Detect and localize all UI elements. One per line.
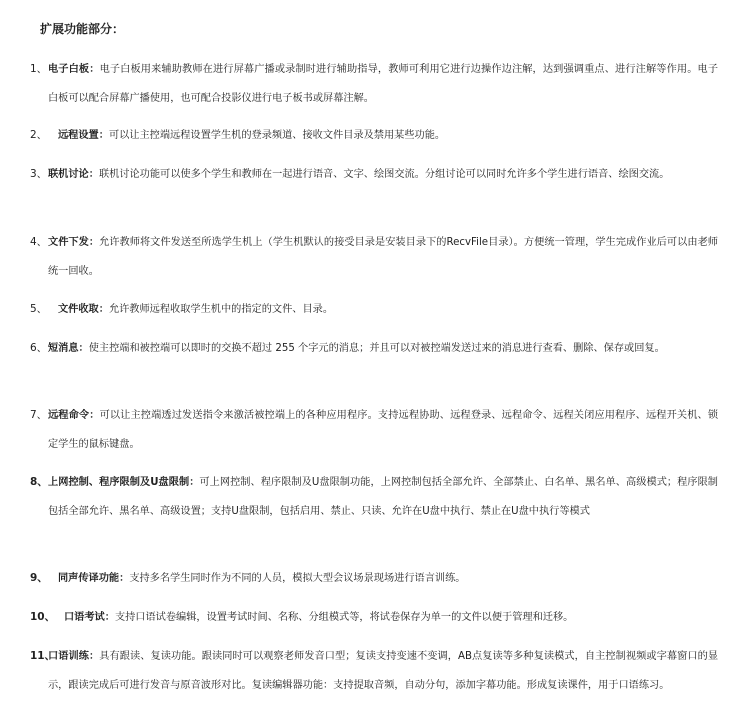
item-text: [48, 160, 718, 189]
item-description: 允许教师远程收取学生机中的指定的文件、目录。: [108, 304, 334, 315]
item-number: 2、: [30, 129, 48, 141]
item-term: 文件收取：: [58, 304, 109, 315]
item-number: 8、: [30, 476, 48, 488]
item-description: 联机讨论功能可以使多个学生和教师在一起进行语音、文字、绘图交流。分组讨论可以同时允许多个学生进行语音、绘图交流。: [98, 169, 670, 180]
item-term: 同声传译功能：: [58, 573, 130, 584]
item-description: 允许教师将文件发送至所选学生机上（学生机默认的接受目录是安装目录下的RecvFile目录）。方便统一管理，学生完成作业后可以由老师统一回收。: [48, 237, 718, 277]
item-description: 支持口语试卷编辑，设置考试时间、名称、分组模式等，将试卷保存为单一的文件以便于管理和迁移。: [114, 612, 574, 623]
item-term: 远程设置：: [58, 130, 109, 141]
item-term: 口语训练：: [48, 651, 100, 662]
item-description: 可上网控制、程序限制及U盘限制功能，上网控制包括全部允许、全部禁止、白名单、黑名单、高级模式；程序限制包括全部允许、黑名单、高级设置；支持U盘限制，包括启用、禁止、只读、允许在U盘中执行、禁止在U盘中执行等模式: [48, 477, 718, 517]
item-description: 可以让主控端远程设置学生机的登录频道、接收文件目录及禁用某些功能。: [108, 130, 446, 141]
item-term: 远程命令：: [48, 410, 100, 421]
item-number: 11、: [30, 650, 56, 662]
item-description: 使主控端和被控端可以即时的交换不超过 255 个字元的消息；并且可以对被控端发送过来的消息进行查看、删除、保存或回复。: [88, 343, 665, 354]
item-number: 7、: [30, 409, 48, 421]
item-term: 上网控制、程序限制及U盘限制：: [48, 477, 200, 488]
item-text: [48, 401, 718, 459]
item-text: [64, 603, 718, 632]
item-number: 1、: [30, 63, 48, 75]
item-text: [48, 228, 718, 286]
item-number: 3、: [30, 168, 48, 180]
item-term: 联机讨论：: [48, 169, 99, 180]
item-number: 5、: [30, 303, 48, 315]
item-description: 具有跟读、复读功能。跟读同时可以观察老师发音口型；复读支持变速不变调，AB点复读等多种复读模式，自主控制视频或字幕窗口的显示，跟读完成后可进行发音与原音波形对比。复读编辑器功能：支持提取音频，自动分句，添加字幕功能。形成复读课件，用于口语练习。: [48, 651, 719, 691]
item-number: 4、: [30, 236, 48, 248]
item-text: [48, 642, 718, 700]
item-text: [48, 55, 718, 113]
item-term: 文件下发：: [48, 237, 100, 248]
item-term: 短消息：: [48, 343, 89, 354]
section-title: 扩展功能部分：: [40, 22, 125, 36]
item-text: [58, 121, 718, 150]
item-number: 6、: [30, 342, 48, 354]
item-description: 电子白板用来辅助教师在进行屏幕广播或录制时进行辅助指导，教师可利用它进行边操作边注解，达到强调重点、进行注解等作用。电子白板可以配合屏幕广播使用，也可配合投影仪进行电子板书或屏幕注解。: [48, 64, 719, 104]
item-number: 10、: [30, 611, 56, 623]
item-text: [48, 468, 718, 526]
item-term: 口语考试：: [64, 612, 115, 623]
item-number: 9、: [30, 572, 48, 584]
item-description: 支持多名学生同时作为不同的人员，模拟大型会议场景现场进行语言训练。: [129, 573, 466, 584]
item-text: [58, 295, 718, 324]
item-description: 可以让主控端透过发送指令来激活被控端上的各种应用程序。支持远程协助、远程登录、远程命令、远程关闭应用程序、远程开关机、锁定学生的鼠标键盘。: [48, 410, 719, 450]
item-term: 电子白板：: [48, 64, 100, 75]
item-text: [48, 334, 718, 363]
item-text: [58, 564, 718, 593]
